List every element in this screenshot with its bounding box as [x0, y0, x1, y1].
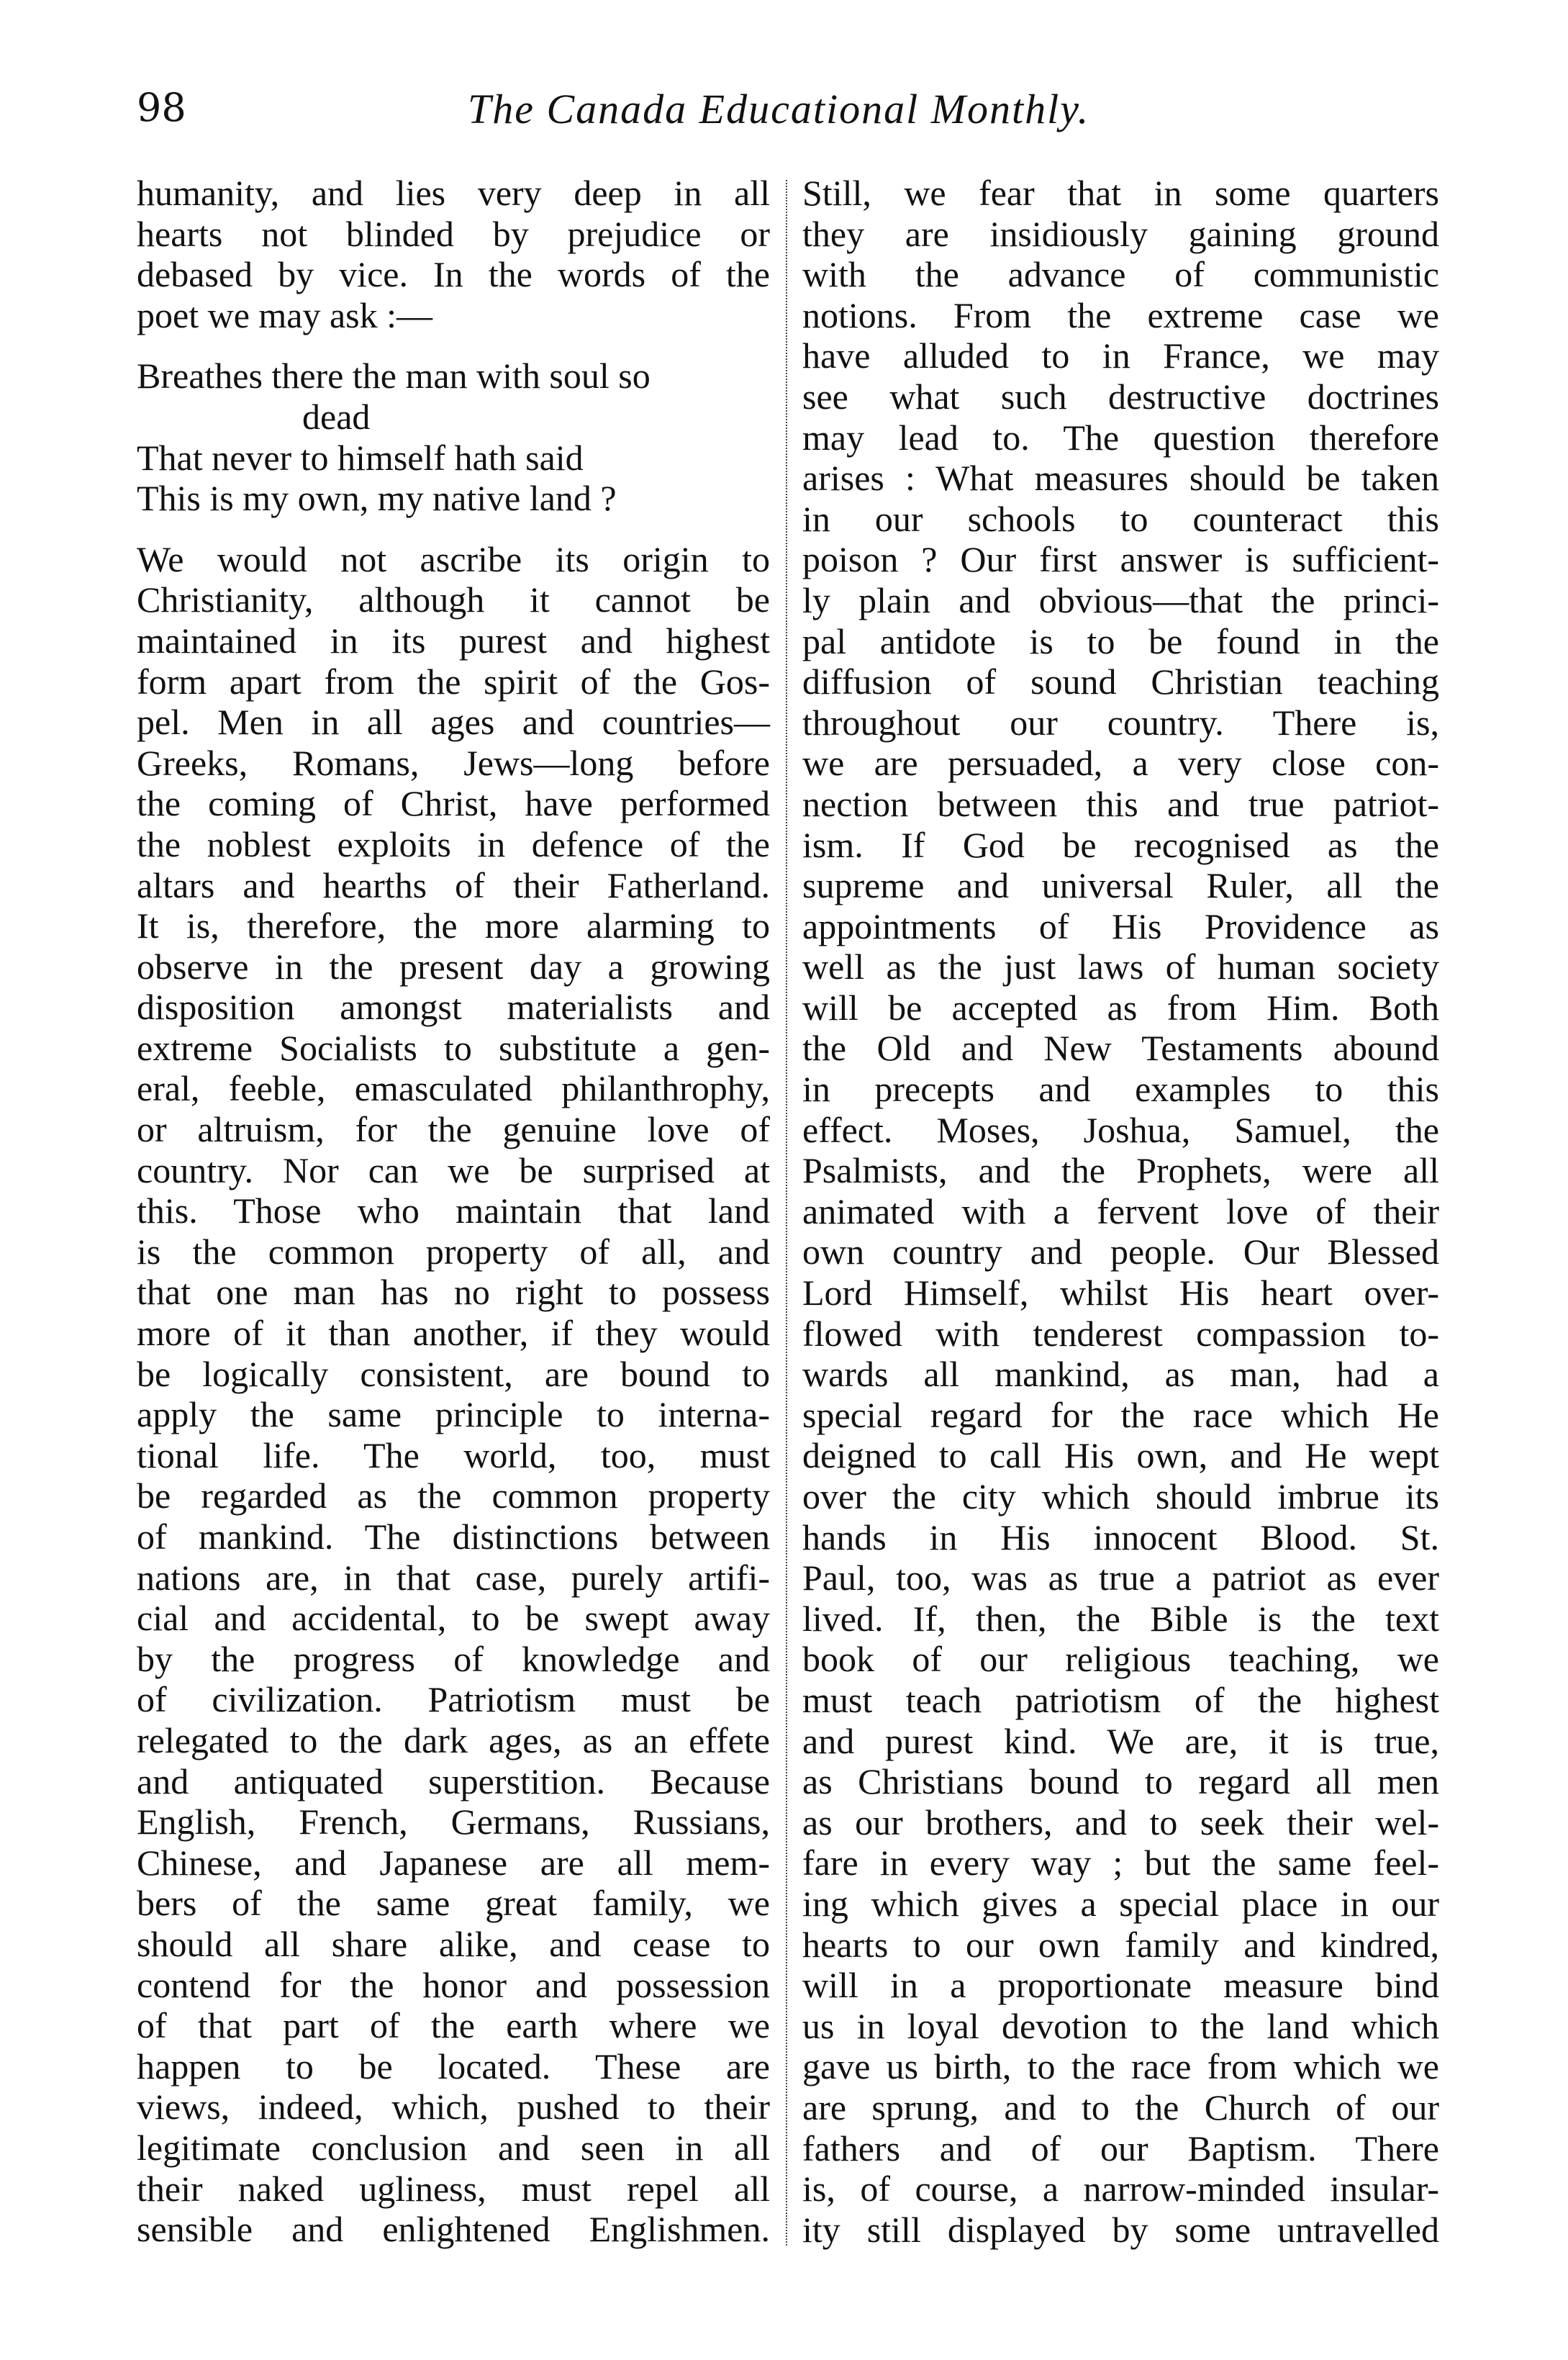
text-line: appointments of His Providence as	[802, 905, 1439, 946]
text-line: Paul, too, was as true a patriot as ever	[802, 1557, 1439, 1599]
text-line: well as the just laws of human society	[802, 946, 1439, 987]
text-line: arises : What measures should be taken	[802, 458, 1439, 499]
text-line: notions. From the extreme case we	[802, 294, 1439, 335]
text-line: Greeks, Romans, Jews—long before	[137, 742, 770, 783]
text-line: ing which gives a special place in our	[802, 1883, 1439, 1924]
text-line: contend for the honor and possession	[137, 1964, 770, 2005]
text-line: they are insidiously gaining ground	[802, 213, 1439, 254]
text-line: of mankind. The distinctions between	[137, 1516, 770, 1557]
verse-line: dead	[302, 396, 371, 437]
page-number: 98	[137, 85, 186, 130]
text-line: form apart from the spirit of the Gos-	[137, 661, 770, 702]
text-line: deigned to call His own, and He wept	[802, 1435, 1439, 1476]
text-line: of civilization. Patriotism must be	[137, 1679, 770, 1720]
text-line: altars and hearths of their Fatherland.	[137, 864, 770, 905]
paragraph-body	[137, 539, 770, 2250]
text-line: legitimate conclusion and seen in all	[137, 2127, 770, 2168]
text-line: the coming of Christ, have performed	[137, 783, 770, 824]
text-line: ity still displayed by some untravelled	[802, 2209, 1439, 2250]
verse-line: Breathes there the man with soul so	[137, 356, 651, 397]
paragraph-intro	[137, 173, 770, 335]
text-line: will in a proportionate measure bind	[802, 1965, 1439, 2006]
text-line: humanity, and lies very deep in all	[137, 173, 770, 213]
text-line: effect. Moses, Joshua, Samuel, the	[802, 1109, 1439, 1150]
text-line: nations are, in that case, purely artifi-	[137, 1557, 770, 1598]
text-line: and purest kind. We are, it is true,	[802, 1720, 1439, 1761]
page-header	[137, 85, 1432, 150]
text-line: sensible and enlightened Englishmen.	[137, 2209, 770, 2250]
text-line: will be accepted as from Him. Both	[802, 987, 1439, 1028]
text-line: throughout our country. There is,	[802, 702, 1439, 743]
text-line: relegated to the dark ages, as an effete	[137, 1719, 770, 1760]
text-line: must teach patriotism of the highest	[802, 1679, 1439, 1720]
text-line: country. Nor can we be surprised at	[137, 1149, 770, 1190]
text-line: maintained in its purest and highest	[137, 620, 770, 661]
text-line: fathers and of our Baptism. There	[802, 2128, 1439, 2169]
text-line: is, of course, a narrow-minded insular-	[802, 2169, 1439, 2210]
verse-line: That never to himself hath said	[137, 437, 584, 478]
text-line: tional life. The world, too, must	[137, 1434, 770, 1475]
text-line: extreme Socialists to substitute a gen-	[137, 1027, 770, 1068]
text-line: wards all mankind, as man, had a	[802, 1354, 1439, 1395]
text-line: that one man has no right to possess	[137, 1272, 770, 1313]
text-line: hearts to our own family and kindred,	[802, 1924, 1439, 1965]
left-column	[137, 173, 770, 2250]
text-line: views, indeed, which, pushed to their	[137, 2087, 770, 2128]
text-line: may lead to. The question therefore	[802, 417, 1439, 458]
text-line: hands in His innocent Blood. St.	[802, 1516, 1439, 1557]
text-line: the Old and New Testaments abound	[802, 1028, 1439, 1069]
text-line: disposition amongst materialists and	[137, 987, 770, 1028]
text-line: more of it than another, if they would	[137, 1313, 770, 1354]
text-line: nection between this and true patriot-	[802, 783, 1439, 824]
text-line: book of our religious teaching, we	[802, 1639, 1439, 1680]
text-line: Chinese, and Japanese are all mem-	[137, 1842, 770, 1883]
running-title: The Canada Educational Monthly.	[468, 86, 1090, 132]
text-line: Psalmists, and the Prophets, were all	[802, 1150, 1439, 1191]
text-line: as our brothers, and to seek their wel-	[802, 1801, 1439, 1843]
verse-line: This is my own, my native land ?	[137, 478, 617, 519]
text-line: eral, feeble, emasculated philanthrophy,	[137, 1068, 770, 1109]
text-line: with the advance of communistic	[802, 254, 1439, 295]
text-line: over the city which should imbrue its	[802, 1476, 1439, 1516]
text-line: own country and people. Our Blessed	[802, 1231, 1439, 1272]
text-line: animated with a fervent love of their	[802, 1190, 1439, 1231]
text-line: We would not ascribe its origin to	[137, 538, 770, 579]
text-line: us in loyal devotion to the land which	[802, 2005, 1439, 2046]
text-line: happen to be located. These are	[137, 2045, 770, 2087]
text-line: this. Those who maintain that land	[137, 1190, 770, 1231]
text-line: gave us birth, to the race from which we	[802, 2046, 1439, 2087]
text-line: poison ? Our first answer is sufficient-	[802, 539, 1439, 580]
text-line: English, French, Germans, Russians,	[137, 1801, 770, 1843]
text-line: in our schools to counteract this	[802, 498, 1439, 539]
text-line: as Christians bound to regard all men	[802, 1761, 1439, 1802]
text-line: bers of the same great family, we	[137, 1883, 770, 1924]
text-line: apply the same principle to interna-	[137, 1394, 770, 1435]
right-column	[802, 173, 1439, 2250]
text-line: It is, therefore, the more alarming to	[137, 905, 770, 946]
text-line: Still, we fear that in some quarters	[802, 173, 1439, 213]
text-line: diffusion of sound Christian teaching	[802, 661, 1439, 702]
text-line: hearts not blinded by prejudice or	[137, 213, 770, 254]
verse-quotation	[137, 356, 770, 518]
text-line: lived. If, then, the Bible is the text	[802, 1598, 1439, 1639]
text-line: we are persuaded, a very close con-	[802, 743, 1439, 784]
text-line: have alluded to in France, we may	[802, 335, 1439, 376]
text-line: see what such destructive doctrines	[802, 376, 1439, 417]
text-line: in precepts and examples to this	[802, 1069, 1439, 1110]
text-line: be logically consistent, are bound to	[137, 1353, 770, 1394]
text-line: flowed with tenderest compassion to-	[802, 1313, 1439, 1354]
text-line: pel. Men in all ages and countries—	[137, 702, 770, 743]
text-line: and antiquated superstition. Because	[137, 1760, 770, 1801]
text-line: should all share alike, and cease to	[137, 1923, 770, 1964]
text-line: or altruism, for the genuine love of	[137, 1109, 770, 1150]
text-line: be regarded as the common property	[137, 1475, 770, 1516]
text-line: of that part of the earth where we	[137, 2005, 770, 2046]
text-line: by the progress of knowledge and	[137, 1638, 770, 1679]
text-line: special regard for the race which He	[802, 1394, 1439, 1435]
text-line: supreme and universal Ruler, all the	[802, 865, 1439, 906]
text-line: debased by vice. In the words of the	[137, 254, 770, 295]
text-line: pal antidote is to be found in the	[802, 620, 1439, 661]
text-line: fare in every way ; but the same feel-	[802, 1843, 1439, 1884]
text-line: is the common property of all, and	[137, 1231, 770, 1272]
text-line: ism. If God be recognised as the	[802, 824, 1439, 865]
text-line: the noblest exploits in defence of the	[137, 823, 770, 864]
column-divider	[786, 180, 787, 2246]
paragraph-body	[802, 173, 1439, 2250]
text-line: observe in the present day a growing	[137, 946, 770, 987]
text-line: Lord Himself, whilst His heart over-	[802, 1272, 1439, 1314]
text-line: ly plain and obvious—that the princi-	[802, 579, 1439, 620]
text-line: cial and accidental, to be swept away	[137, 1598, 770, 1639]
text-line: poet we may ask :—	[137, 294, 433, 335]
text-line: Christianity, although it cannot be	[137, 579, 770, 620]
text-line: are sprung, and to the Church of our	[802, 2087, 1439, 2128]
text-line: their naked ugliness, must repel all	[137, 2168, 770, 2209]
